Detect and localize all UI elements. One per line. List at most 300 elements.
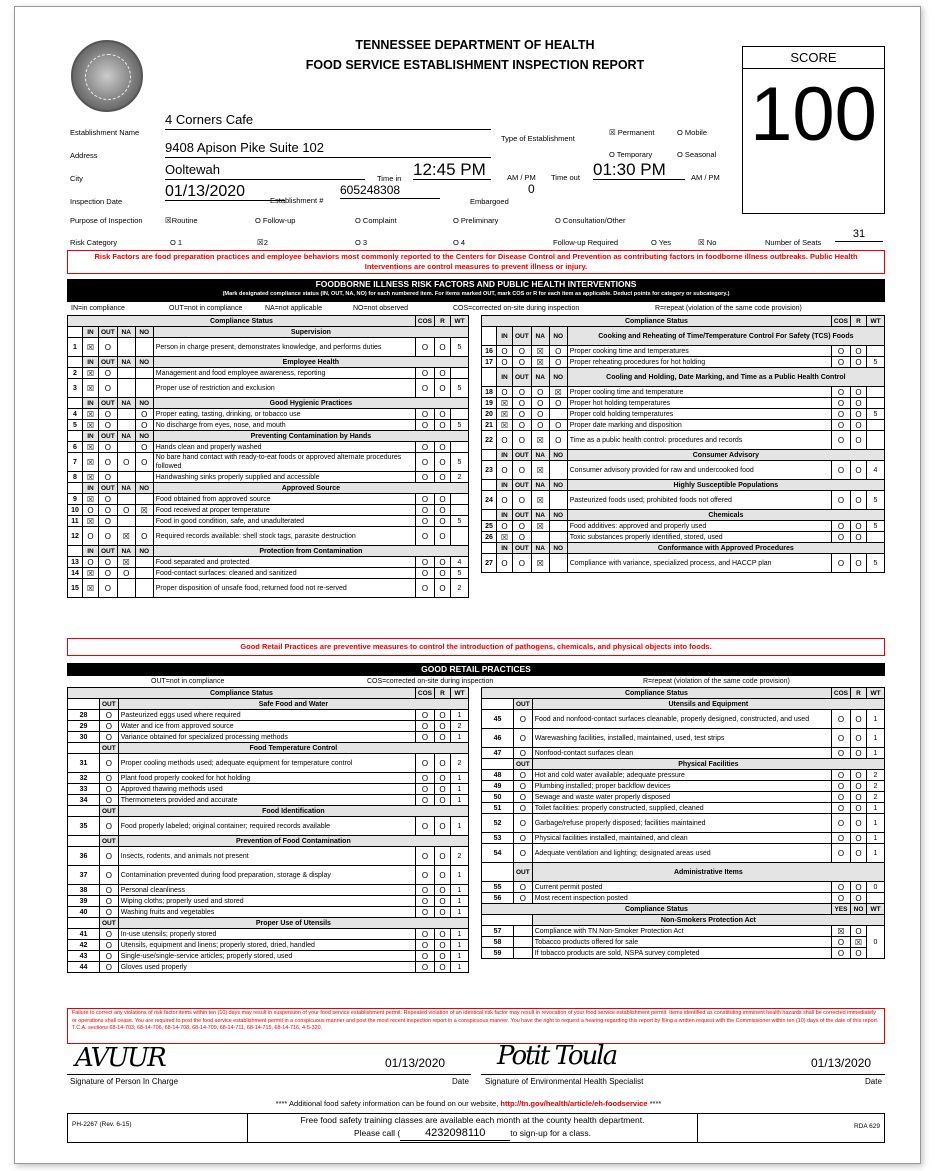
item-weight: 1 bbox=[867, 710, 885, 729]
r-header: R bbox=[851, 688, 867, 699]
table-row bbox=[482, 346, 885, 357]
item-weight: 1 bbox=[451, 732, 469, 743]
subsection-title: Physical Facilities bbox=[532, 759, 884, 770]
out-col-header: OUT bbox=[99, 357, 118, 368]
compliance-status-header: Compliance Status bbox=[68, 688, 416, 699]
table-header-row bbox=[68, 316, 469, 327]
out-mark: O bbox=[513, 398, 532, 409]
item-description: Food in good condition, safe, and unadulterated bbox=[153, 516, 415, 527]
item-weight: 5 bbox=[451, 568, 469, 579]
in-col-header: IN bbox=[497, 450, 513, 461]
additional-info-text: **** Additional food safety information can be found on our website, bbox=[275, 1099, 499, 1108]
no-mark bbox=[135, 338, 153, 357]
retail-practices-note: Good Retail Practices are preventive measures to control the introduction of pathogens, chemicals, and physical objects into foods. bbox=[67, 638, 885, 656]
item-description: Washing fruits and vegetables bbox=[118, 907, 415, 918]
cos-mark: O bbox=[415, 527, 434, 546]
item-number: 52 bbox=[482, 814, 514, 833]
cos-mark: O bbox=[831, 882, 850, 893]
no-mark bbox=[135, 494, 153, 505]
in-mark: ☒ bbox=[83, 368, 99, 379]
section1-header bbox=[67, 279, 885, 302]
food-safety-website-link[interactable]: http://tn.gov/health/article/eh-foodservice bbox=[500, 1099, 648, 1108]
item-weight bbox=[451, 527, 469, 546]
item-weight: 4 bbox=[451, 557, 469, 568]
table-row bbox=[68, 338, 469, 357]
cos-mark: O bbox=[831, 554, 850, 573]
r-mark: O bbox=[435, 442, 451, 453]
subsection-title: Employee Health bbox=[153, 357, 468, 368]
no-mark bbox=[549, 554, 567, 573]
warning-note: Failure to correct any violations of risk factor items within ten (10) days may result in suspension of your food service establishment permit. Repeated violation of an identical risk factor may result in revocation of your food service establishment permit. Items identified as constituting imminent health hazards shall be corrected immediately or operations shall cease. You are required to post the food service establishment permit in a conspicuous manner and post the most recent inspection report in a conspicuous manner. You have the right to request a hearing regarding this report by filing a written request with the Commissioner within ten (10) days of the date of this report. T.C.A. sections 68-14-703, 68-14-706, 68-14-708, 68-14-709, 68-14-711, 68-14-715, 68-14-716, 4-5-320. bbox=[67, 1008, 885, 1044]
r-mark: O bbox=[435, 885, 451, 896]
out-mark: O bbox=[99, 442, 118, 453]
in-mark: ☒ bbox=[497, 409, 513, 420]
item-weight: 5 bbox=[867, 491, 885, 510]
out-mark: O bbox=[99, 505, 118, 516]
no-mark: O bbox=[549, 420, 567, 431]
item-description: Water and ice from approved source bbox=[118, 721, 415, 732]
wt-header: WT bbox=[867, 688, 885, 699]
blank-cell bbox=[68, 357, 83, 368]
legend2-out: OUT=not in compliance bbox=[151, 678, 225, 685]
out-mark: O bbox=[513, 491, 532, 510]
out-mark: O bbox=[513, 409, 532, 420]
cos-mark: O bbox=[831, 814, 850, 833]
blank-cell bbox=[482, 543, 497, 554]
subsection-title: Chemicals bbox=[567, 510, 884, 521]
item-number: 19 bbox=[482, 398, 497, 409]
cos-header: COS bbox=[415, 316, 434, 327]
no-mark: O bbox=[851, 926, 867, 937]
no-mark: O bbox=[135, 453, 153, 472]
r-mark: O bbox=[851, 748, 867, 759]
cos-mark: O bbox=[415, 866, 434, 885]
no-mark bbox=[549, 409, 567, 420]
ehs-signature-line bbox=[481, 1074, 885, 1075]
na-col-header: NA bbox=[117, 431, 135, 442]
r-mark: O bbox=[851, 710, 867, 729]
risk-4: O 4 bbox=[453, 238, 466, 247]
retail-right-table bbox=[481, 687, 885, 959]
r-mark: O bbox=[851, 409, 867, 420]
no-mark: ☒ bbox=[851, 937, 867, 948]
cos-mark: O bbox=[415, 929, 434, 940]
table-row bbox=[482, 926, 885, 937]
item-description: Proper cooling methods used; adequate equipment for temperature control bbox=[118, 754, 415, 773]
out-mark: O bbox=[100, 732, 119, 743]
header-department: TENNESSEE DEPARTMENT OF HEALTH bbox=[355, 38, 595, 52]
compliance-status-header: Compliance Status bbox=[482, 316, 832, 327]
r-mark: O bbox=[435, 896, 451, 907]
na-mark: ☒ bbox=[531, 521, 549, 532]
in-mark: O bbox=[83, 505, 99, 516]
subsection-title: Preventing Contamination by Hands bbox=[153, 431, 468, 442]
establishment-number-label: Establishment # bbox=[270, 196, 324, 205]
item-number: 32 bbox=[68, 773, 100, 784]
out-mark: O bbox=[514, 803, 533, 814]
na-mark bbox=[117, 442, 135, 453]
na-mark: O bbox=[117, 505, 135, 516]
blank-cell bbox=[68, 546, 83, 557]
out-mark: O bbox=[100, 721, 119, 732]
establishment-name: 4 Corners Cafe bbox=[165, 112, 491, 130]
in-mark: O bbox=[497, 357, 513, 368]
item-weight bbox=[451, 409, 469, 420]
out-mark: O bbox=[514, 833, 533, 844]
cos-mark: O bbox=[415, 962, 434, 973]
item-number: 49 bbox=[482, 781, 514, 792]
risk-factors-note: Risk Factors are food preparation practices and employee behaviors most commonly reported to the Centers for Disease Control and Prevention as contributing factors in foodborne illness outbreaks. Public Health Interventions are control measures to prevent illness or injury. bbox=[67, 250, 885, 274]
cos-mark: O bbox=[415, 420, 434, 431]
item-weight bbox=[451, 368, 469, 379]
table-row bbox=[482, 729, 885, 748]
no-header: NO bbox=[851, 904, 867, 915]
out-col-header: OUT bbox=[100, 699, 119, 710]
cos-mark: O bbox=[831, 803, 850, 814]
subsection-title: Cooking and Reheating of Time/Temperature Control For Safety (TCS) Foods bbox=[567, 327, 884, 346]
subsection-title: Approved Source bbox=[153, 483, 468, 494]
out-col-header: OUT bbox=[100, 743, 119, 754]
establishment-name-label: Establishment Name bbox=[70, 128, 140, 137]
in-mark: ☒ bbox=[83, 442, 99, 453]
cos-mark: O bbox=[415, 409, 434, 420]
item-number: 44 bbox=[68, 962, 100, 973]
subsection-title: Food Temperature Control bbox=[118, 743, 468, 754]
subsection-title: Protection from Contamination bbox=[153, 546, 468, 557]
item-number: 17 bbox=[482, 357, 497, 368]
item-description: Food additives: approved and properly used bbox=[567, 521, 831, 532]
item-description: Personal cleanliness bbox=[118, 885, 415, 896]
cos-mark: O bbox=[831, 409, 850, 420]
out-mark: O bbox=[99, 379, 118, 398]
item-weight: 1 bbox=[867, 803, 885, 814]
establishment-number: 605248308 bbox=[340, 183, 440, 199]
table-row bbox=[482, 409, 885, 420]
r-mark: O bbox=[435, 505, 451, 516]
in-col-header: IN bbox=[497, 510, 513, 521]
item-weight bbox=[867, 420, 885, 431]
yes-mark: O bbox=[831, 948, 850, 959]
item-weight: 2 bbox=[451, 579, 469, 598]
training-call-line bbox=[248, 1127, 697, 1141]
time-out-ampm: AM / PM bbox=[691, 173, 720, 182]
table-row bbox=[482, 521, 885, 532]
out-mark: O bbox=[513, 346, 532, 357]
r-mark: O bbox=[435, 420, 451, 431]
subsection-row bbox=[68, 743, 469, 754]
item-description: Wiping cloths; properly used and stored bbox=[118, 896, 415, 907]
out-mark: O bbox=[99, 516, 118, 527]
item-description: Person in charge present, demonstrates knowledge, and performs duties bbox=[153, 338, 415, 357]
blank-cell bbox=[68, 327, 83, 338]
blank-cell bbox=[68, 431, 83, 442]
r-mark: O bbox=[851, 814, 867, 833]
cos-mark: O bbox=[415, 784, 434, 795]
out-mark: O bbox=[100, 784, 119, 795]
in-mark: ☒ bbox=[497, 398, 513, 409]
purpose-routine: ☒Routine bbox=[165, 216, 198, 225]
purpose-preliminary: O Preliminary bbox=[453, 216, 499, 225]
item-weight bbox=[867, 346, 885, 357]
table-row bbox=[68, 773, 469, 784]
cos-mark: O bbox=[415, 442, 434, 453]
footer-box bbox=[67, 1113, 885, 1143]
ehs-date: 01/13/2020 bbox=[811, 1056, 872, 1070]
in-mark: O bbox=[497, 431, 513, 450]
table-row bbox=[482, 844, 885, 863]
blank-cell bbox=[482, 368, 497, 387]
header-report-title: FOOD SERVICE ESTABLISHMENT INSPECTION REPORT bbox=[305, 58, 645, 72]
subsection-row bbox=[482, 480, 885, 491]
na-col-header: NA bbox=[117, 483, 135, 494]
table-row bbox=[482, 554, 885, 573]
item-number: 37 bbox=[68, 866, 100, 885]
item-description: If tobacco products are sold, NSPA survey completed bbox=[532, 948, 831, 959]
r-mark: O bbox=[851, 803, 867, 814]
item-description: No discharge from eyes, nose, and mouth bbox=[153, 420, 415, 431]
r-mark: O bbox=[851, 461, 867, 480]
table-row bbox=[68, 962, 469, 973]
blank-cell bbox=[482, 510, 497, 521]
no-mark bbox=[549, 491, 567, 510]
address-label: Address bbox=[70, 151, 98, 160]
subsection-title: Conformance with Approved Procedures bbox=[567, 543, 884, 554]
na-mark: O bbox=[531, 409, 549, 420]
wt-header: WT bbox=[451, 688, 469, 699]
blank-cell bbox=[68, 743, 100, 754]
in-mark: ☒ bbox=[83, 579, 99, 598]
table-row bbox=[482, 833, 885, 844]
item-description: Garbage/refuse properly disposed; facilities maintained bbox=[532, 814, 831, 833]
item-description: Food and nonfood-contact surfaces cleanable, properly designed, constructed, and used bbox=[532, 710, 831, 729]
item-number: 21 bbox=[482, 420, 497, 431]
no-mark: O bbox=[135, 409, 153, 420]
out-mark: O bbox=[514, 729, 533, 748]
item-number: 47 bbox=[482, 748, 514, 759]
item-number: 11 bbox=[68, 516, 83, 527]
time-in-label: Time in bbox=[377, 174, 402, 183]
in-col-header: IN bbox=[83, 546, 99, 557]
no-mark bbox=[135, 557, 153, 568]
table-row bbox=[482, 387, 885, 398]
smoking-header-row bbox=[482, 904, 885, 915]
table-row bbox=[68, 784, 469, 795]
item-weight: 5 bbox=[451, 379, 469, 398]
cos-mark: O bbox=[415, 379, 434, 398]
cos-mark: O bbox=[831, 748, 850, 759]
out-col-header: OUT bbox=[514, 759, 533, 770]
na-mark: O bbox=[531, 398, 549, 409]
subsection-row bbox=[482, 543, 885, 554]
item-weight: 2 bbox=[867, 770, 885, 781]
in-mark: ☒ bbox=[83, 420, 99, 431]
item-weight: 1 bbox=[451, 866, 469, 885]
table-row bbox=[68, 885, 469, 896]
score-value: 100 bbox=[750, 72, 877, 157]
subsection-title: Utensils and Equipment bbox=[532, 699, 884, 710]
score-box bbox=[742, 46, 885, 214]
item-number: 35 bbox=[68, 817, 100, 836]
item-number: 8 bbox=[68, 472, 83, 483]
item-description: Contamination prevented during food preparation, storage & display bbox=[118, 866, 415, 885]
item-number: 38 bbox=[68, 885, 100, 896]
out-col-header: OUT bbox=[513, 450, 532, 461]
out-col-header: OUT bbox=[100, 836, 119, 847]
in-mark: ☒ bbox=[83, 516, 99, 527]
in-mark: O bbox=[83, 527, 99, 546]
no-mark bbox=[135, 472, 153, 483]
out-mark: O bbox=[514, 893, 533, 904]
na-col-header: NA bbox=[531, 543, 549, 554]
item-number: 55 bbox=[482, 882, 514, 893]
r-mark: O bbox=[435, 866, 451, 885]
signature-person-in-charge: AVUUR bbox=[75, 1043, 165, 1073]
table-row bbox=[68, 847, 469, 866]
out-col-header: OUT bbox=[513, 510, 532, 521]
subsection-row bbox=[68, 357, 469, 368]
item-description: Compliance with variance, specialized process, and HACCP plan bbox=[567, 554, 831, 573]
cos-mark: O bbox=[831, 420, 850, 431]
item-weight: 1 bbox=[451, 951, 469, 962]
in-mark: O bbox=[497, 521, 513, 532]
r-mark: O bbox=[435, 773, 451, 784]
item-number: 39 bbox=[68, 896, 100, 907]
r-mark: O bbox=[851, 770, 867, 781]
subsection-row bbox=[482, 327, 885, 346]
subsection-title: Consumer Advisory bbox=[567, 450, 884, 461]
subsection-row bbox=[68, 699, 469, 710]
item-number: 24 bbox=[482, 491, 497, 510]
item-number: 2 bbox=[68, 368, 83, 379]
na-col-header: NA bbox=[531, 450, 549, 461]
cos-mark: O bbox=[415, 885, 434, 896]
r-mark: O bbox=[851, 521, 867, 532]
r-mark: O bbox=[435, 516, 451, 527]
item-number: 22 bbox=[482, 431, 497, 450]
out-mark: O bbox=[514, 770, 533, 781]
purpose-label: Purpose of Inspection bbox=[70, 216, 143, 225]
in-mark: ☒ bbox=[497, 420, 513, 431]
item-description: Adequate ventilation and lighting; designated areas used bbox=[532, 844, 831, 863]
r-mark: O bbox=[435, 784, 451, 795]
item-description: Nonfood-contact surfaces clean bbox=[532, 748, 831, 759]
purpose-complaint: O Complaint bbox=[355, 216, 397, 225]
item-description: Plumbing installed; proper backflow devices bbox=[532, 781, 831, 792]
item-weight: 4 bbox=[867, 461, 885, 480]
item-number: 46 bbox=[482, 729, 514, 748]
out-col-header: OUT bbox=[99, 431, 118, 442]
na-mark: ☒ bbox=[531, 357, 549, 368]
yes-header: YES bbox=[831, 904, 850, 915]
cos-mark: O bbox=[415, 516, 434, 527]
out-mark: O bbox=[100, 907, 119, 918]
embargoed-value: 0 bbox=[528, 182, 535, 196]
blank-cell bbox=[482, 327, 497, 346]
subsection-row bbox=[68, 806, 469, 817]
r-mark: O bbox=[435, 472, 451, 483]
in-mark: ☒ bbox=[83, 494, 99, 505]
na-mark bbox=[117, 409, 135, 420]
in-mark: ☒ bbox=[497, 532, 513, 543]
no-mark: O bbox=[851, 948, 867, 959]
cos-mark: O bbox=[831, 710, 850, 729]
in-mark: ☒ bbox=[83, 409, 99, 420]
item-weight: 1 bbox=[867, 729, 885, 748]
item-description: Proper cold holding temperatures bbox=[567, 409, 831, 420]
city-label: City bbox=[70, 174, 83, 183]
out-mark: O bbox=[99, 420, 118, 431]
item-weight: 2 bbox=[451, 472, 469, 483]
subsection-title: Supervision bbox=[153, 327, 468, 338]
item-description: Food-contact surfaces: cleaned and sanitized bbox=[153, 568, 415, 579]
cos-mark: O bbox=[415, 368, 434, 379]
r-mark: O bbox=[851, 729, 867, 748]
out-mark: O bbox=[100, 710, 119, 721]
time-out-value: 01:30 PM bbox=[593, 160, 685, 180]
r-mark: O bbox=[435, 409, 451, 420]
na-mark: ☒ bbox=[117, 557, 135, 568]
in-col-header: IN bbox=[83, 357, 99, 368]
item-description: Tobacco products offered for sale bbox=[532, 937, 831, 948]
item-number: 53 bbox=[482, 833, 514, 844]
item-number: 54 bbox=[482, 844, 514, 863]
na-mark: O bbox=[531, 420, 549, 431]
table-row bbox=[482, 491, 885, 510]
in-col-header: IN bbox=[497, 327, 513, 346]
out-col-header: OUT bbox=[99, 483, 118, 494]
no-mark: ☒ bbox=[549, 387, 567, 398]
table-row bbox=[482, 710, 885, 729]
table-row bbox=[482, 532, 885, 543]
na-mark bbox=[531, 532, 549, 543]
table-row bbox=[68, 896, 469, 907]
risk-category-label: Risk Category bbox=[70, 238, 118, 247]
cos-mark: O bbox=[831, 521, 850, 532]
no-col-header: NO bbox=[549, 480, 567, 491]
na-col-header: NA bbox=[117, 327, 135, 338]
out-mark: O bbox=[100, 929, 119, 940]
item-weight: 2 bbox=[867, 781, 885, 792]
no-col-header: NO bbox=[549, 543, 567, 554]
cos-mark: O bbox=[415, 847, 434, 866]
training-info bbox=[248, 1114, 698, 1142]
item-number: 12 bbox=[68, 527, 83, 546]
r-header: R bbox=[435, 688, 451, 699]
na-col-header: NA bbox=[531, 368, 549, 387]
na-mark: O bbox=[531, 387, 549, 398]
na-mark: ☒ bbox=[117, 527, 135, 546]
table-row bbox=[68, 710, 469, 721]
table-row bbox=[482, 461, 885, 480]
table-row bbox=[482, 770, 885, 781]
item-weight bbox=[867, 398, 885, 409]
table-row bbox=[68, 795, 469, 806]
na-col-header: NA bbox=[531, 480, 549, 491]
cos-mark: O bbox=[415, 721, 434, 732]
item-number: 50 bbox=[482, 792, 514, 803]
r-mark: O bbox=[851, 491, 867, 510]
smoking-wt-header: WT bbox=[867, 904, 885, 915]
subsection-row bbox=[482, 863, 885, 882]
item-weight: 1 bbox=[867, 748, 885, 759]
blank-cell bbox=[482, 450, 497, 461]
retail-left-table bbox=[67, 687, 469, 973]
inspection-report-page bbox=[14, 6, 921, 1164]
legend-in: IN=in compliance bbox=[71, 305, 125, 312]
item-number: 59 bbox=[482, 948, 514, 959]
section1-subtitle: (Mark designated compliance status (IN, OUT, NA, NO) for each numbered item. For items marked OUT, mark COS or R for each item as applicable. Deduct points for category or subcategory.) bbox=[222, 291, 730, 297]
item-number: 27 bbox=[482, 554, 497, 573]
